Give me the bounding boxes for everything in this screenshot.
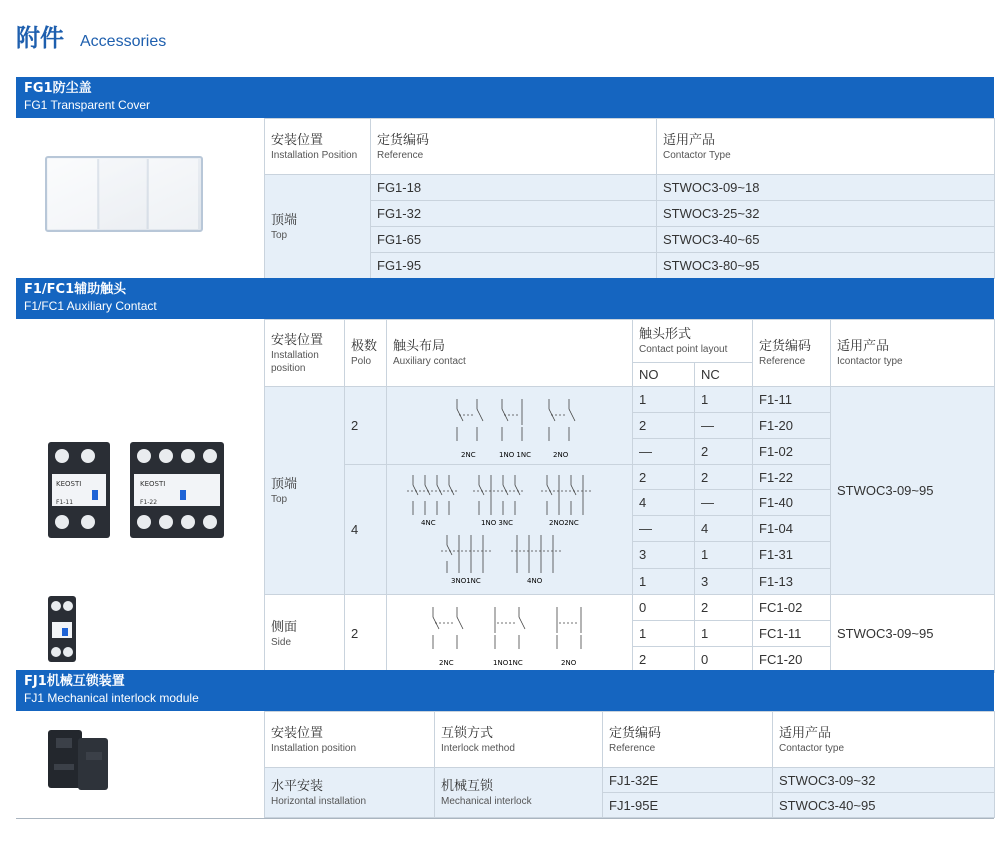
page-title-cn: 附件 (16, 24, 64, 52)
f1-diagram-2pole (387, 387, 633, 465)
fc1-nc: 2 (695, 595, 753, 621)
f1-diagram-4pole (387, 465, 633, 595)
fg1-reference: FG1-65 (371, 227, 657, 253)
fj1-header-position: 安装位置 Installation position (265, 712, 435, 768)
fg1-header-reference: 定货编码 Reference (371, 119, 657, 175)
f1-nc: 2 (695, 465, 753, 490)
fc1-side-contact-image (44, 594, 80, 664)
diagram-label: 1NO 1NC (499, 451, 532, 459)
fc1-reference: FC1-11 (753, 621, 831, 647)
fc1-nc: 0 (695, 647, 753, 673)
diagram-label: 4NO (527, 577, 543, 585)
f1-reference: F1-31 (753, 542, 831, 568)
f1-header-form: 触头形式 Contact point layout (633, 320, 753, 363)
fg1-product: STWOC3-40~65 (657, 227, 995, 253)
f1-reference: F1-13 (753, 568, 831, 594)
f1-nc: — (695, 490, 753, 515)
fg1-position-cell: 顶端 Top (265, 175, 371, 279)
f1-header-reference: 定货编码 Reference (753, 320, 831, 387)
fg1-title-en: FG1 Transparent Cover (24, 98, 151, 112)
f1-diagram-side (387, 595, 633, 673)
f1-image-model-b: F1-22 (140, 499, 158, 506)
f1-no: 4 (633, 490, 695, 515)
diagram-label: 2NO (561, 659, 577, 667)
fg1-product: STWOC3-25~32 (657, 201, 995, 227)
fg1-title-cn: FG1防尘盖 (24, 81, 92, 96)
f1-table (264, 319, 995, 673)
table-row (265, 201, 995, 227)
fj1-header-method: 互锁方式 Interlock method (435, 712, 603, 768)
fg1-table (264, 118, 995, 279)
f1-position-top: 顶端 Top (265, 387, 345, 595)
table-row (265, 253, 995, 279)
fg1-section-header (16, 77, 994, 118)
fg1-header-product: 适用产品 Contactor Type (657, 119, 995, 175)
fc1-no: 0 (633, 595, 695, 621)
f1-reference: F1-22 (753, 465, 831, 490)
f1-header-polo: 极数 Polo (345, 320, 387, 387)
table-row (265, 387, 995, 413)
diagram-label: 2NC (439, 659, 454, 667)
f1-no: 2 (633, 413, 695, 439)
f1-polo-4: 4 (345, 465, 387, 595)
f1-nc: 1 (695, 387, 753, 413)
fg1-reference: FG1-95 (371, 253, 657, 279)
f1-reference: F1-11 (753, 387, 831, 413)
diagram-label: 2NC (461, 451, 476, 459)
diagram-label: 2NO2NC (549, 519, 579, 527)
bottom-divider (16, 818, 994, 819)
fj1-reference: FJ1-95E (603, 793, 773, 818)
fg1-product: STWOC3-80~95 (657, 253, 995, 279)
f1-header-row (265, 320, 995, 363)
f1-polo-side: 2 (345, 595, 387, 673)
fj1-section-header (16, 670, 994, 711)
fj1-table (264, 711, 995, 818)
f1-section-header (16, 278, 994, 319)
f1-no: — (633, 515, 695, 541)
f1-reference: F1-20 (753, 413, 831, 439)
f1-nc: 3 (695, 568, 753, 594)
diagram-label: 3NO1NC (451, 577, 481, 585)
f1-header-position: 安装位置 Installation position (265, 320, 345, 387)
fj1-product: STWOC3-40~95 (773, 793, 995, 818)
fc1-no: 1 (633, 621, 695, 647)
f1-reference: F1-04 (753, 515, 831, 541)
table-row (265, 595, 995, 621)
table-row (265, 768, 995, 793)
fj1-reference: FJ1-32E (603, 768, 773, 793)
fg1-cover-image (44, 155, 204, 233)
fc1-nc: 1 (695, 621, 753, 647)
fj1-product: STWOC3-09~32 (773, 768, 995, 793)
f1-nc: 1 (695, 542, 753, 568)
fj1-position-cell: 水平安装 Horizontal installation (265, 768, 435, 818)
f1-product-top: STWOC3-09~95 (831, 387, 995, 595)
f1-image-model-a: F1-11 (56, 499, 74, 506)
fc1-reference: FC1-20 (753, 647, 831, 673)
f1-position-side: 侧面 Side (265, 595, 345, 673)
f1-nc: — (695, 413, 753, 439)
f1-nc: 4 (695, 515, 753, 541)
f1-product-side: STWOC3-09~95 (831, 595, 995, 673)
f1-no: — (633, 439, 695, 465)
table-row (265, 175, 995, 201)
f1-no: 1 (633, 568, 695, 594)
f1-reference: F1-40 (753, 490, 831, 515)
fg1-header-position: 安装位置 Installation Position (265, 119, 371, 175)
f1-header-no: NO (633, 363, 695, 387)
table-row (265, 227, 995, 253)
fj1-header-row (265, 712, 995, 768)
f1-title-en: F1/FC1 Auxiliary Contact (24, 299, 157, 313)
f1-nc: 2 (695, 439, 753, 465)
fc1-no: 2 (633, 647, 695, 673)
f1-polo-2: 2 (345, 387, 387, 465)
fj1-header-reference: 定货编码 Reference (603, 712, 773, 768)
fg1-product: STWOC3-09~18 (657, 175, 995, 201)
fj1-interlock-image (44, 724, 114, 796)
fj1-header-product: 适用产品 Contactor type (773, 712, 995, 768)
f1-header-nc: NC (695, 363, 753, 387)
diagram-label: 4NC (421, 519, 436, 527)
f1-no: 3 (633, 542, 695, 568)
f1-image-brand-b: KEOSTI (140, 480, 166, 488)
fj1-method-cell: 机械互锁 Mechanical interlock (435, 768, 603, 818)
page-title-en: Accessories (80, 33, 167, 50)
f1-header-product: 适用产品 Icontactor type (831, 320, 995, 387)
f1-no: 1 (633, 387, 695, 413)
page-title (16, 18, 166, 52)
fj1-title-cn: FJ1机械互锁装置 (24, 674, 125, 689)
f1-header-layout: 触头布局 Auxiliary contact (387, 320, 633, 387)
diagram-label: 1NO1NC (493, 659, 523, 667)
fg1-header-row (265, 119, 995, 175)
fg1-reference: FG1-18 (371, 175, 657, 201)
f1-reference: F1-02 (753, 439, 831, 465)
f1-image-brand-a: KEOSTI (56, 480, 82, 488)
fg1-reference: FG1-32 (371, 201, 657, 227)
diagram-label: 1NO 3NC (481, 519, 514, 527)
diagram-label: 2NO (553, 451, 569, 459)
fc1-reference: FC1-02 (753, 595, 831, 621)
fj1-title-en: FJ1 Mechanical interlock module (24, 691, 199, 705)
f1-no: 2 (633, 465, 695, 490)
f1-title-cn: F1/FC1辅助触头 (24, 282, 127, 297)
f1-contact-image (44, 434, 228, 544)
